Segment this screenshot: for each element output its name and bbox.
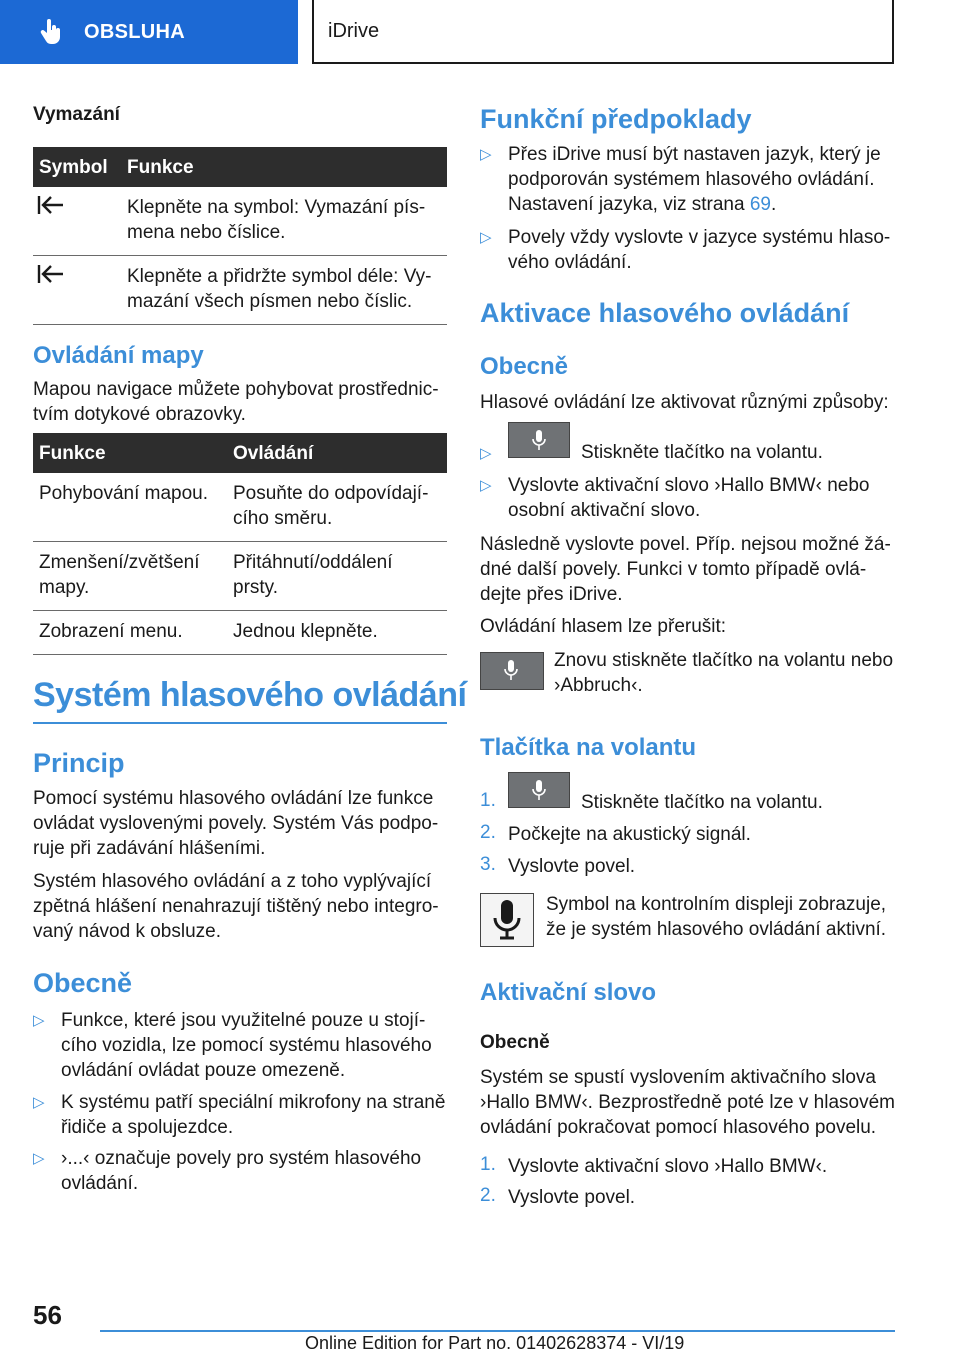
table-cell-text: Zmenšení/zvětšení [39, 552, 200, 573]
list-item-text: Vyslovte povel. [508, 856, 636, 877]
paragraph-line: dné další povely. Funkci v tomto případě ovlá- [480, 559, 867, 580]
wake-heading: Aktivační slovo [480, 979, 657, 1006]
step-number: 1. [480, 1154, 496, 1175]
table-cell-text: Jednou klepněte. [233, 621, 378, 642]
list-item [480, 422, 896, 464]
hand-pointer-icon [40, 19, 64, 45]
paragraph-line: ›Hallo BMW‹. Bezprostředně poté lze v hlasovém [480, 1092, 895, 1113]
wake-subheading: Obecně [480, 1032, 550, 1053]
erase-heading: Vymazání [33, 104, 120, 125]
buttons-heading: Tlačítka na volantu [480, 734, 697, 761]
list-item-text-part: . [770, 194, 777, 215]
symbol-text: že je systém hlasového ovládání aktivní. [546, 919, 887, 940]
table-row [33, 611, 447, 655]
triangle-bullet-icon: ▷ [33, 1094, 45, 1111]
list-item [480, 142, 896, 222]
erase-table [33, 147, 447, 325]
list-item-text: Vyslovte aktivační slovo ›Hallo BMW‹. [508, 1156, 828, 1177]
display-microphone-symbol [480, 893, 534, 947]
heading-rule [33, 722, 447, 724]
paragraph-line: Následně vyslovte povel. Příp. nejsou možné žá- [480, 534, 891, 555]
table-cell-text: mazání všech písmen nebo číslic. [127, 291, 413, 312]
backspace-arrow-icon [37, 195, 65, 215]
list-item-text-part: Nastavení jazyka, viz strana [508, 194, 750, 215]
table-row [33, 187, 447, 256]
table-cell-text: prsty. [233, 577, 279, 598]
steering-voice-button-image [508, 422, 570, 458]
list-item-text: Povely vždy vyslovte v jazyce systému hlaso- [508, 227, 891, 248]
step-number: 2. [480, 1185, 496, 1206]
list-item-text: Funkce, které jsou využitelné pouze u stojí- [61, 1010, 426, 1031]
list-item-text [508, 192, 776, 217]
chapter-header [312, 0, 894, 64]
table-row [33, 542, 447, 611]
table-row [33, 256, 447, 325]
triangle-bullet-icon: ▷ [33, 1150, 45, 1167]
list-item-text: podporován systémem hlasového ovládání. [508, 169, 875, 190]
steering-voice-button-image [508, 772, 570, 808]
map-heading: Ovládání mapy [33, 342, 204, 369]
list-item [480, 473, 896, 528]
list-item [480, 225, 896, 280]
table-cell-text: Přitáhnutí/oddálení [233, 552, 393, 573]
paragraph-line: Ovládání hlasem lze přerušit: [480, 616, 727, 637]
microphone-icon [530, 429, 548, 453]
paragraph-line: Systém se spustí vyslovením aktivačního slova [480, 1067, 876, 1088]
backspace-arrow-icon [37, 264, 65, 284]
list-item-text: řidiče a spolujezdce. [61, 1117, 234, 1138]
list-item [33, 1008, 447, 1088]
princip-line: vaný návod k obsluze. [33, 921, 222, 942]
page-number: 56 [33, 1300, 62, 1330]
princip-line: ovládat vyslovenými povely. Systém Vás podpo- [33, 813, 439, 834]
table-cell-text: Posuňte do odpovídají- [233, 483, 429, 504]
section-tab [0, 0, 298, 64]
obecne-heading: Obecně [33, 968, 133, 998]
table-header: Ovládání [227, 433, 447, 473]
edition-text: Online Edition for Part no. 01402628374 - VI/19 [305, 1333, 685, 1353]
table-cell-text: cího směru. [233, 508, 333, 529]
list-item-text: Počkejte na akustický signál. [508, 824, 751, 845]
list-item-text: ovládání ovládat pouze omezeně. [61, 1060, 346, 1081]
list-item [480, 854, 896, 879]
princip-line: ruje při zadávání hlášeními. [33, 838, 266, 859]
paragraph-line: dejte přes iDrive. [480, 584, 623, 605]
obecne-intro: Hlasové ovládání lze aktivovat různými způsoby: [480, 392, 889, 413]
activation-heading: Aktivace hlasového ovládání [480, 298, 850, 328]
triangle-bullet-icon: ▷ [33, 1012, 45, 1029]
prereq-heading: Funkční předpoklady [480, 104, 752, 134]
princip-heading: Princip [33, 748, 125, 778]
footer-rule [100, 1330, 895, 1332]
list-item-text: ›...‹ označuje povely pro systém hlasového [61, 1148, 422, 1169]
list-item-text: Přes iDrive musí být nastaven jazyk, který je [508, 144, 881, 165]
obecne-heading: Obecně [480, 353, 569, 380]
list-item-text: Stiskněte tlačítko na volantu. [581, 442, 823, 463]
table-row [33, 473, 447, 542]
table-cell-text: Klepněte a přidržte symbol déle: Vy- [127, 266, 432, 287]
section-label: OBSLUHA [84, 20, 185, 43]
steering-voice-button-image [480, 652, 544, 690]
table-header: Funkce [33, 433, 227, 473]
microphone-icon [502, 659, 520, 683]
list-item-text: cího vozidla, lze pomocí systému hlasového [61, 1035, 432, 1056]
step-number: 2. [480, 822, 496, 843]
step-number: 1. [480, 790, 496, 811]
table-cell-text: mena nebo číslice. [127, 222, 286, 243]
list-item [33, 1146, 447, 1201]
map-intro-line: tvím dotykové obrazovky. [33, 404, 246, 425]
microphone-icon [489, 898, 525, 942]
table-header: Funkce [121, 147, 447, 187]
princip-line: Systém hlasového ovládání a z toho vyplývající [33, 871, 432, 892]
chapter-label: iDrive [328, 19, 380, 42]
interrupt-text: Znovu stiskněte tlačítko na volantu nebo [554, 650, 894, 671]
list-item [480, 772, 896, 814]
list-item [480, 1185, 896, 1210]
table-cell-text: Klepněte na symbol: Vymazání pís- [127, 197, 426, 218]
triangle-bullet-icon: ▷ [480, 146, 492, 163]
table-header: Symbol [33, 147, 121, 187]
list-item [480, 1154, 896, 1179]
step-number: 3. [480, 854, 496, 875]
list-item-text: ovládání. [61, 1173, 139, 1194]
list-item-text: K systému patří speciální mikrofony na straně [61, 1092, 446, 1113]
page-link[interactable]: 69 [749, 194, 771, 215]
map-table [33, 433, 447, 655]
paragraph-line: ovládání pokračovat pomocí hlasového povelu. [480, 1117, 877, 1138]
triangle-bullet-icon: ▷ [480, 445, 492, 462]
table-cell-text: Zobrazení menu. [39, 621, 183, 642]
table-cell-text: Pohybování mapou. [39, 483, 209, 504]
princip-line: Pomocí systému hlasového ovládání lze funkce [33, 788, 434, 809]
triangle-bullet-icon: ▷ [480, 477, 492, 494]
symbol-text: Symbol na kontrolním displeji zobrazuje, [546, 894, 887, 915]
list-item-text: Vyslovte povel. [508, 1187, 636, 1208]
list-item [33, 1090, 447, 1145]
list-item-text: Stiskněte tlačítko na volantu. [581, 792, 823, 813]
list-item [480, 822, 896, 847]
list-item-text: Vyslovte aktivační slovo ›Hallo BMW‹ nebo [508, 475, 870, 496]
microphone-icon [530, 779, 548, 803]
table-cell-text: mapy. [39, 577, 90, 598]
map-intro-line: Mapou navigace můžete pohybovat prostřednic- [33, 379, 439, 400]
list-item-text: osobní aktivační slovo. [508, 500, 701, 521]
princip-line: zpětná hlášení nenahrazují tištěný nebo integro- [33, 896, 439, 917]
list-item-text: vého ovládání. [508, 252, 632, 273]
main-heading: Systém hlasového ovládání [33, 676, 467, 714]
triangle-bullet-icon: ▷ [480, 229, 492, 246]
interrupt-text: ›Abbruch‹. [554, 675, 643, 696]
